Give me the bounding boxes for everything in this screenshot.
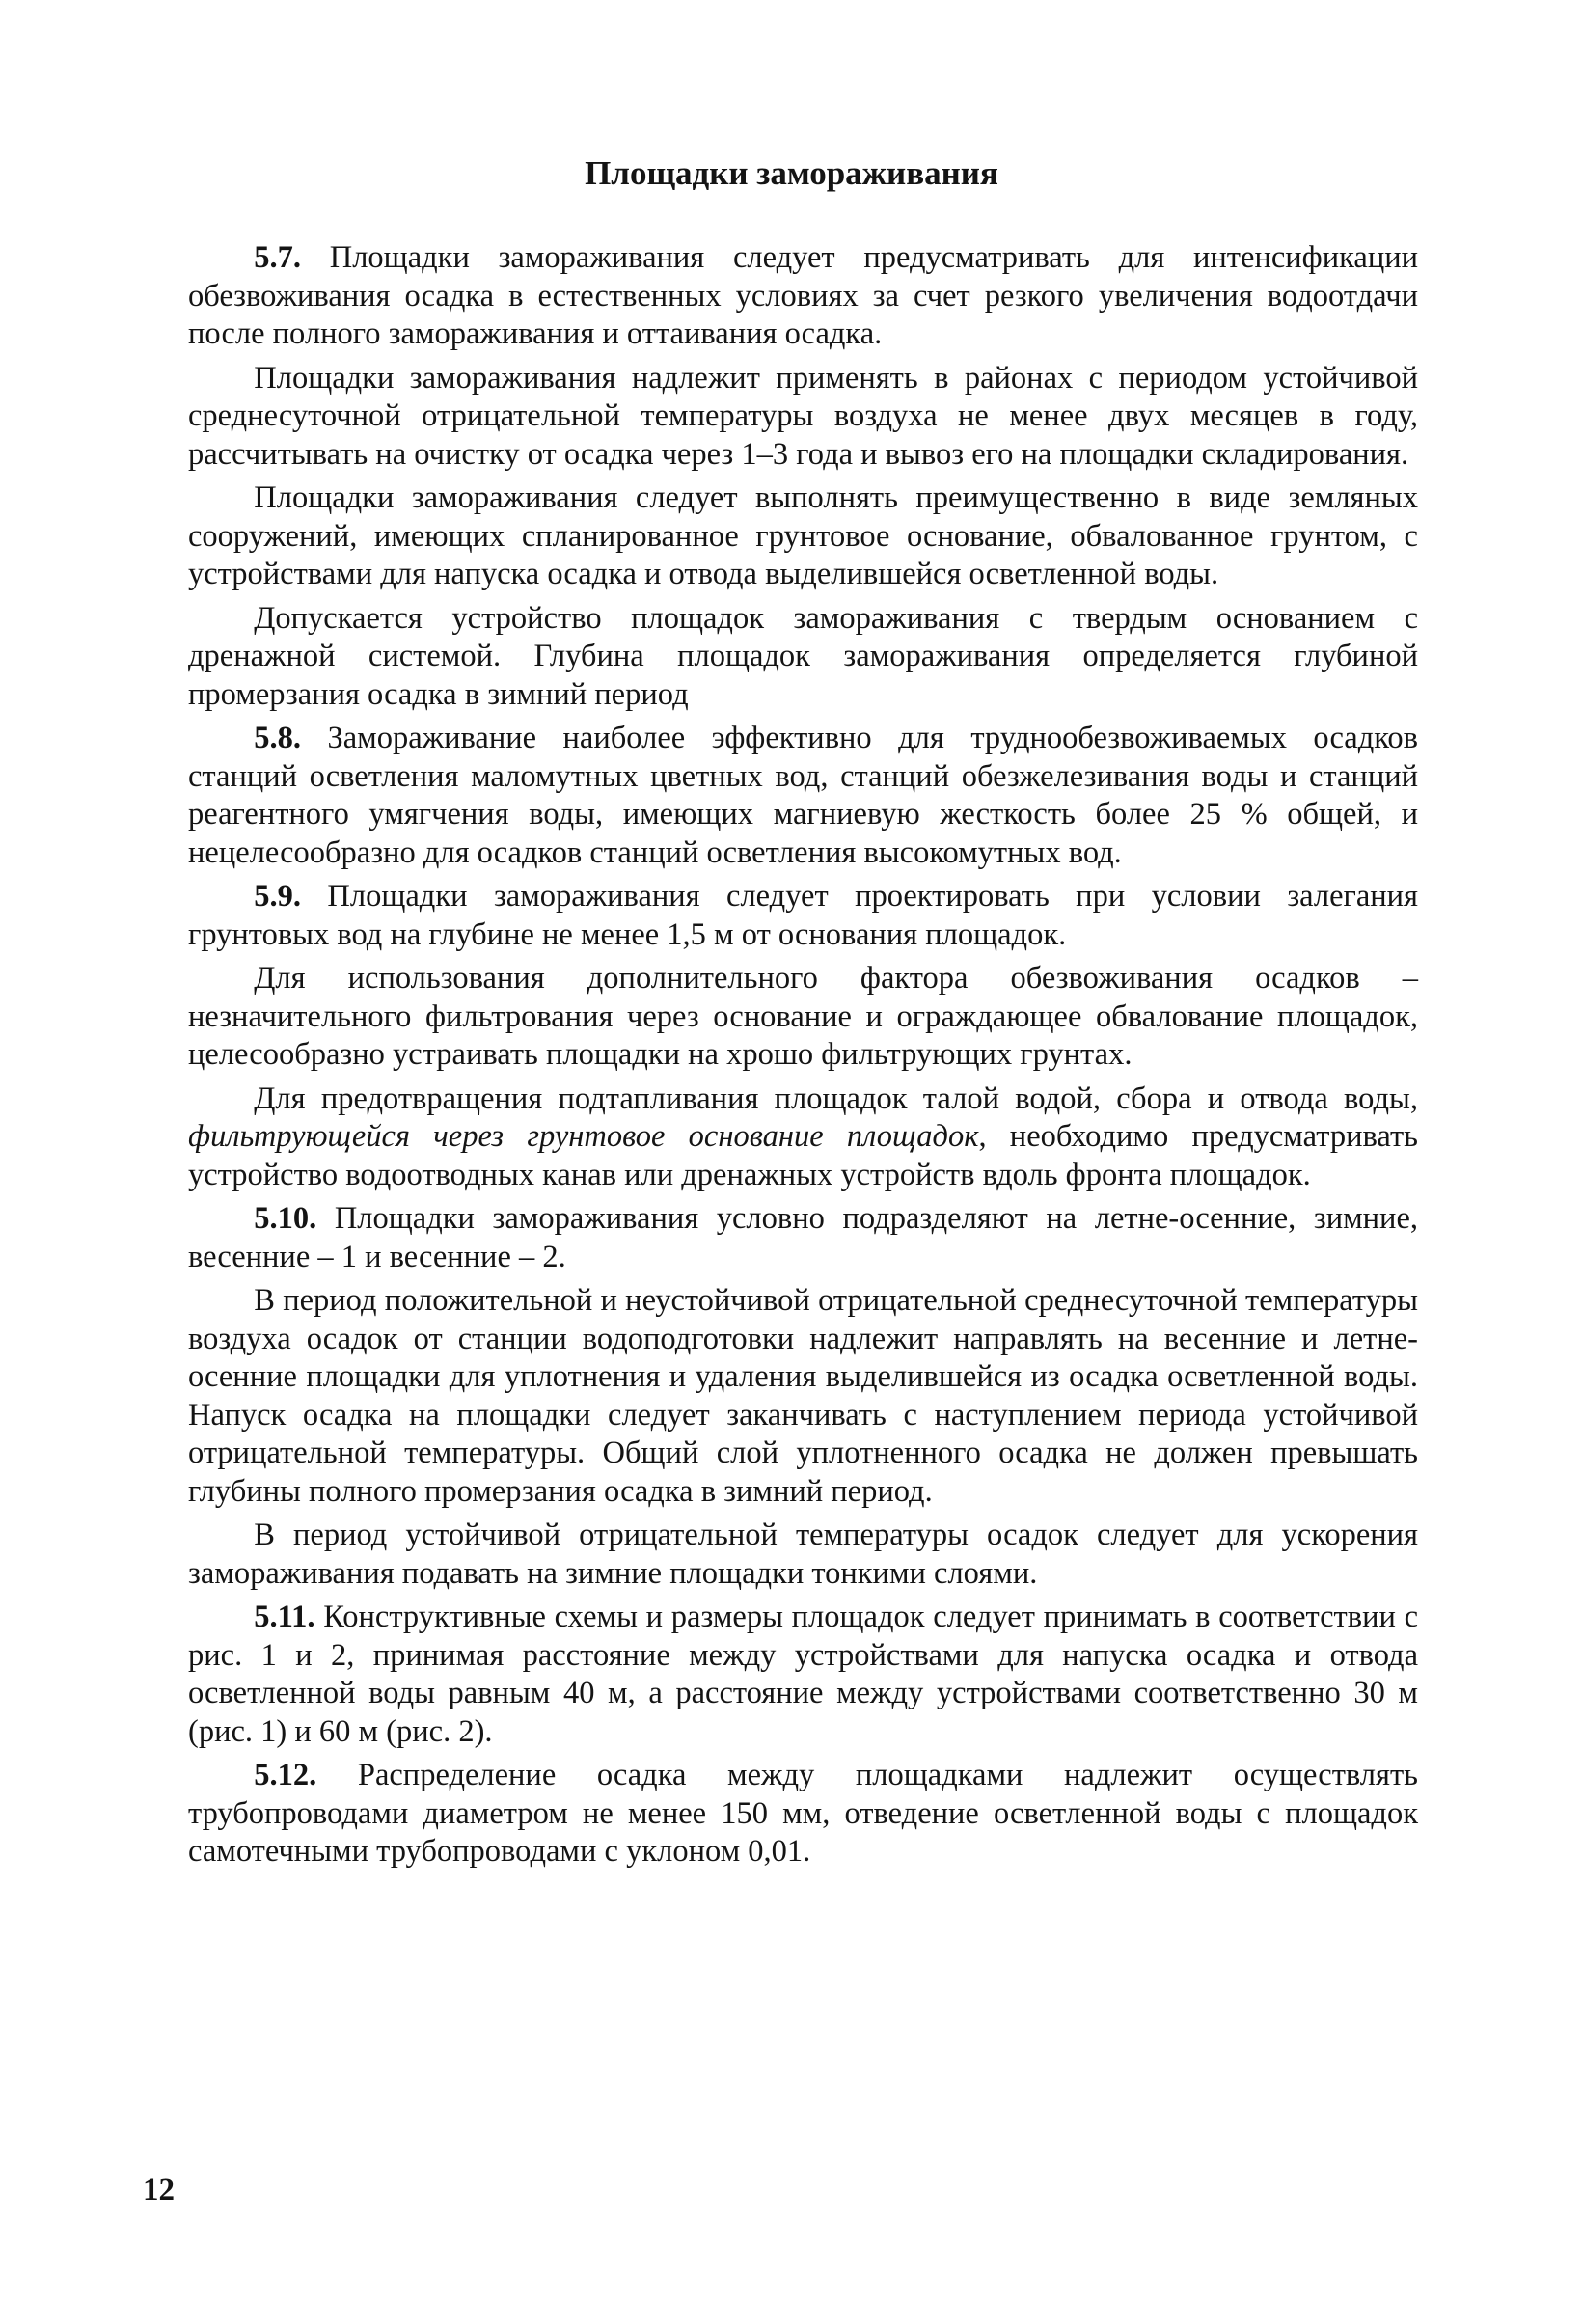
paragraph-5-9: [188, 878, 1418, 954]
paragraph-text: Распределение осадка между площадками надлежит осуществлять трубопроводами диаметром не менее 150 мм, отведение осветленной воды с площадок самотечными трубопроводами с уклоном 0,01.: [188, 1758, 1419, 1869]
paragraph: [188, 600, 1418, 715]
paragraph-5-12: [188, 1757, 1418, 1872]
clause-number: 5.11.: [254, 1599, 315, 1634]
paragraph-text: В период устойчивой отрицательной температуры осадок следует для ускорения замораживания подавать на зимние площадки тонкими слоями.: [188, 1517, 1418, 1591]
paragraph: [188, 1080, 1418, 1195]
clause-number: 5.7.: [254, 240, 301, 275]
italic-phrase: фильтрующейся через грунтовое основание площадок: [188, 1119, 979, 1154]
page-number: 12: [143, 2173, 175, 2207]
clause-number: 5.10.: [254, 1201, 317, 1236]
paragraph: [188, 1517, 1418, 1593]
paragraph: [188, 1282, 1418, 1511]
paragraph-text: Для предотвращения подтапливания площадок талой водой, сбора и отвода воды,: [254, 1080, 1418, 1116]
clause-number: 5.8.: [254, 721, 301, 755]
paragraph-text: Площадки замораживания надлежит применять в районах с периодом устойчивой среднесуточной отрицательной температуры воздуха не менее двух месяцев в году, рассчитывать на очистку от осадка через 1–3 года и вывоз его на площадки складирования.: [188, 360, 1418, 472]
paragraph-text: Допускается устройство площадок замораживания с твердым основанием с дренажной системой. Глубина площадок замораживания определяется глубиной промерзания осадка в зимний период: [188, 600, 1418, 712]
paragraph-5-8: [188, 720, 1418, 872]
paragraph-text: Конструктивные схемы и размеры площадок следует принимать в соответствии с рис. 1 и 2, принимая расстояние между устройствами для напуска осадка и отвода осветленной воды равным 40 м, а расстояние между устройствами соответственно 30 м (рис. 1) и 60 м (рис. 2).: [188, 1599, 1419, 1749]
paragraph: [188, 960, 1418, 1075]
paragraph: [188, 479, 1418, 594]
paragraph-text: Замораживание наиболее эффективно для труднообезвоживаемых осадков станций осветления маломутных цветных вод, станций обезжелезивания воды и станций реагентного умягчения воды, имеющих магниевую жесткость более 25 % общей, и нецелесообразно для осадков станций осветления высокомутных вод.: [188, 721, 1419, 870]
paragraph-text: Площадки замораживания следует выполнять преимущественно в виде земляных сооружений, имеющих спланированное грунтовое основание, обвалованное грунтом, с устройствами для напуска осадка и отвода выделившейся осветленной воды.: [188, 480, 1418, 591]
paragraph-text: Площадки замораживания следует проектировать при условии залегания грунтовых вод на глубине не менее 1,5 м от основания площадок.: [188, 879, 1418, 952]
paragraph-text: В период положительной и неустойчивой отрицательной среднесуточной температуры воздуха осадок от станции водоподготовки надлежит направлять на весенние и летне-осенние площадки для уплотнения и удаления выделившейся из осадка осветленной воды. Напуск осадка на площадки следует заканчивать с наступлением периода устойчивой отрицательной температуры. Общий слой уплотненного осадка не должен превышать глубины полного промерзания осадка в зимний период.: [188, 1283, 1418, 1509]
section-title: Площадки замораживания: [585, 154, 998, 192]
clause-number: 5.9.: [254, 879, 301, 914]
paragraph-5-7: [188, 239, 1418, 354]
paragraph: [188, 360, 1418, 475]
paragraph-text: , необходимо предусматривать устройство водоотводных канав или дренажных устройств вдоль фронта площадок.: [188, 1119, 1419, 1192]
paragraph-text: Площадки замораживания условно подразделяют на летне-осенние, зимние, весенние – 1 и весенние – 2.: [188, 1201, 1418, 1274]
paragraph-5-10: [188, 1200, 1418, 1276]
body-text: [188, 239, 1418, 1877]
paragraph-5-11: [188, 1599, 1418, 1751]
paragraph-text: Для использования дополнительного фактора обезвоживания осадков – незначительного фильтрования через основание и ограждающее обвалование площадок, целесообразно устраивать площадки на хрошо фильтрующих грунтах.: [188, 961, 1418, 1072]
paragraph-text: Площадки замораживания следует предусматривать для интенсификации обезвоживания осадка в естественных условиях за счет резкого увеличения водоотдачи после полного замораживания и оттаивания осадка.: [188, 240, 1419, 351]
clause-number: 5.12.: [254, 1758, 317, 1792]
